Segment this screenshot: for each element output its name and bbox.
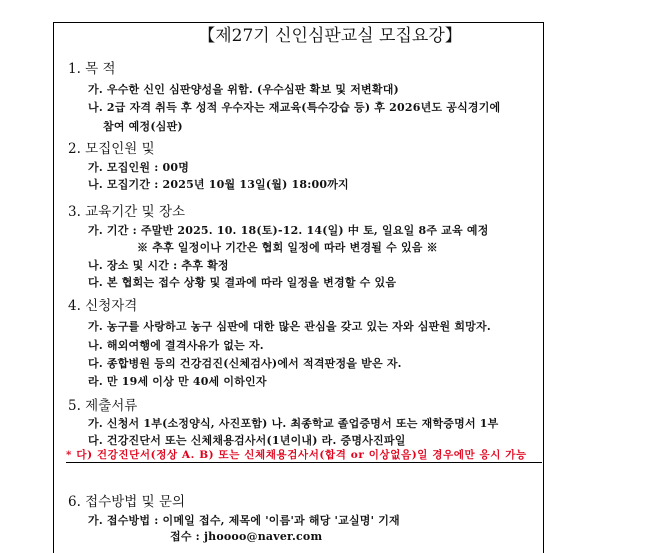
application-email: 접수 : jhoooo@naver.com xyxy=(170,530,323,543)
documents-item: 다. 건강진단서 또는 신체채용검사서(1년이내) 라. 증명사진파일 xyxy=(88,434,406,447)
section-heading-application: 6. 접수방법 및 문의 xyxy=(68,494,186,510)
section-heading-purpose: 1. 목 적 xyxy=(68,61,116,77)
application-item: 가. 접수방법 : 이메일 접수, 제목에 '이름'과 해당 '교실명' 기재 xyxy=(88,514,400,527)
education-item: 다. 본 협회는 접수 상황 및 결과에 따라 일정을 변경할 수 있음 xyxy=(88,276,397,289)
eligibility-item: 다. 종합병원 등의 건강검진(신체검사)에서 적격판정을 받은 자. xyxy=(88,357,402,370)
section-heading-education: 3. 교육기간 및 장소 xyxy=(68,204,186,220)
recruitment-item: 나. 모집기간 : 2025년 10월 13일(월) 18:00까지 xyxy=(88,178,349,191)
eligibility-item: 라. 만 19세 이상 만 40세 이하인자 xyxy=(88,375,267,388)
education-item: 나. 장소 및 시간 : 추후 확정 xyxy=(88,259,229,272)
purpose-item: 나. 2급 자격 취득 후 성적 우수자는 재교육(특수강습 등) 후 2026년도 공식경기에 xyxy=(88,101,501,114)
eligibility-item: 가. 농구를 사랑하고 농구 심판에 대한 많은 관심을 갖고 있는 자와 심판원 희망자. xyxy=(88,320,491,333)
purpose-item: 가. 우수한 신인 심판양성을 위함. (우수심판 확보 및 저변확대) xyxy=(88,83,399,96)
documents-item: 가. 신청서 1부(소정양식, 사진포함) 나. 최종학교 졸업증명서 또는 재학증명서 1부 xyxy=(88,417,499,430)
documents-note: * 다) 건강진단서(정상 A. B) 또는 신체채용검사서(합격 or 이상없음)일 경우에만 응시 가능 xyxy=(66,449,527,461)
section-heading-documents: 5. 제출서류 xyxy=(68,398,138,414)
recruitment-item: 가. 모집인원 : 00명 xyxy=(88,161,190,174)
eligibility-item: 나. 해외여행에 결격사유가 없는 자. xyxy=(88,339,264,352)
purpose-item-continued: 참여 예정(심판) xyxy=(103,120,183,133)
education-item: 가. 기간 : 주말반 2025. 10. 18(토)-12. 14(일) 中 토, 일요일 8주 교육 예정 xyxy=(88,224,489,237)
divider xyxy=(66,462,542,463)
education-notice: ※ 추후 일정이나 기간은 협회 일정에 따라 변경될 수 있음 ※ xyxy=(137,241,438,254)
document-title: 【제27기 신인심판교실 모집요강】 xyxy=(198,26,462,46)
section-heading-eligibility: 4. 신청자격 xyxy=(68,298,138,314)
section-heading-recruitment: 2. 모집인원 및 xyxy=(68,141,155,157)
